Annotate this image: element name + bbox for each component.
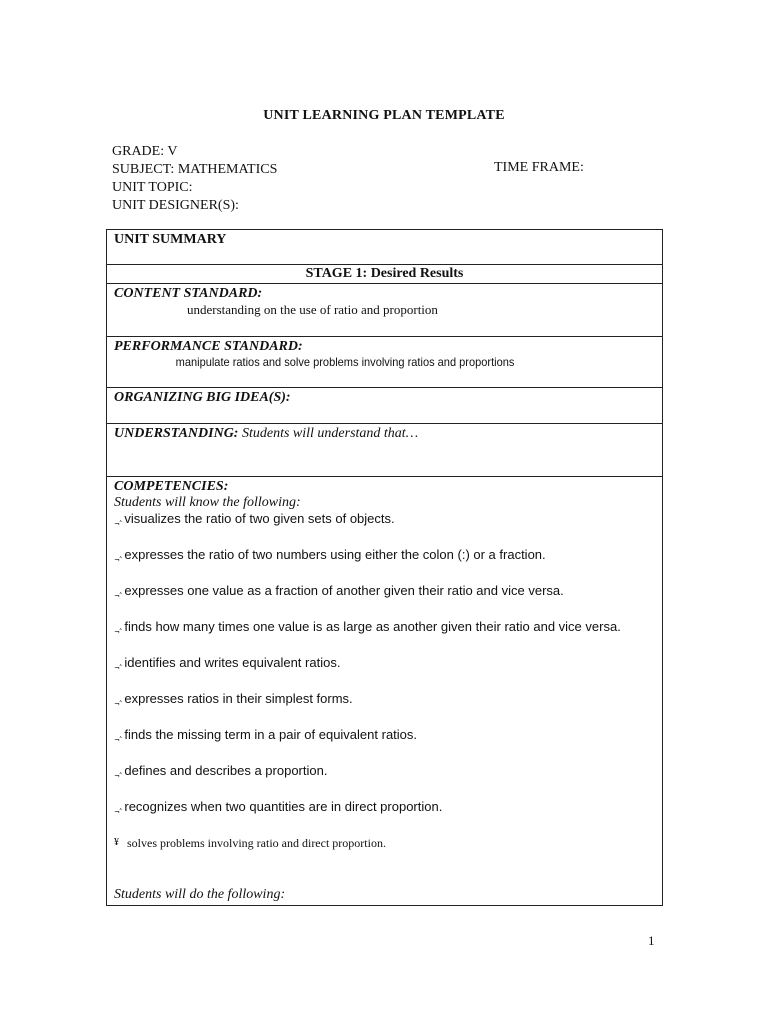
competency-text: solves problems involving ratio and direct proportion. (127, 836, 386, 850)
performance-standard-label: PERFORMANCE STANDARD: (114, 339, 303, 354)
list-item (114, 799, 655, 820)
subject-line: SUBJECT: MATHEMATICS (112, 162, 278, 177)
competency-text: defines and describes a proportion. (124, 763, 328, 778)
competency-text: expresses ratios in their simplest forms. (124, 691, 353, 706)
list-item (114, 691, 655, 712)
know-label: Students will know the following: (114, 495, 301, 510)
document-title: UNIT LEARNING PLAN TEMPLATE (263, 108, 505, 123)
bullet-icon: ¬˄ (114, 772, 122, 780)
performance-standard-row (107, 337, 663, 388)
competency-text: finds the missing term in a pair of equivalent ratios. (124, 727, 418, 742)
list-item (114, 547, 655, 568)
list-item (114, 619, 655, 640)
unit-plan-table (106, 229, 663, 906)
content-standard-cell (107, 284, 663, 337)
time-frame-label: TIME FRAME: (494, 160, 584, 175)
unit-designers-line: UNIT DESIGNER(S): (112, 198, 239, 213)
unit-summary-label: UNIT SUMMARY (107, 230, 663, 265)
competency-text: expresses the ratio of two numbers using either the colon (:) or a fraction. (124, 547, 546, 562)
list-item (114, 727, 655, 748)
competencies-label: COMPETENCIES: (114, 479, 229, 494)
performance-standard-text: manipulate ratios and solve problems involving ratios and proportions (175, 355, 515, 369)
big-ideas-label: ORGANIZING BIG IDEA(S): (107, 388, 663, 424)
unit-summary-row (107, 230, 663, 265)
do-label: Students will do the following: (114, 887, 286, 902)
understanding-cell (107, 424, 663, 477)
competency-text: recognizes when two quantities are in direct proportion. (124, 799, 443, 814)
competency-text: identifies and writes equivalent ratios. (124, 655, 341, 670)
competency-text: finds how many times one value is as large as another given their ratio and vice versa. (124, 619, 621, 634)
content-standard-text: understanding on the use of ratio and proportion (187, 302, 438, 317)
bullet-icon: ¬˄ (114, 700, 122, 708)
star-bullet-icon: ¥ (114, 837, 119, 848)
bullet-icon: ¬˄ (114, 592, 122, 600)
stage1-row (107, 265, 663, 284)
bullet-icon: ¬˄ (114, 556, 122, 564)
list-item (114, 583, 655, 604)
list-item (114, 511, 655, 532)
bullet-icon: ¬˄ (114, 736, 122, 744)
content-standard-label: CONTENT STANDARD: (114, 286, 263, 301)
stage1-heading: STAGE 1: Desired Results (107, 265, 663, 284)
competency-text: visualizes the ratio of two given sets of objects. (124, 511, 395, 526)
bullet-icon: ¬˄ (114, 664, 122, 672)
performance-standard-cell (107, 337, 663, 388)
understanding-label: UNDERSTANDING: (114, 426, 239, 441)
content-standard-row (107, 284, 663, 337)
list-item (114, 655, 655, 676)
competency-text: expresses one value as a fraction of another given their ratio and vice versa. (124, 583, 564, 598)
understanding-row (107, 424, 663, 477)
list-item (114, 835, 655, 851)
page-number: 1 (648, 933, 655, 948)
competencies-list (114, 511, 655, 851)
competencies-row (107, 477, 663, 906)
understanding-text: Students will understand that… (241, 426, 419, 441)
bullet-icon: ¬˄ (114, 520, 122, 528)
list-item (114, 763, 655, 784)
competencies-cell (107, 477, 663, 906)
grade-line: GRADE: V (112, 144, 178, 159)
big-ideas-row (107, 388, 663, 424)
bullet-icon: ¬˄ (114, 628, 122, 636)
bullet-icon: ¬˄ (114, 808, 122, 816)
unit-topic-line: UNIT TOPIC: (112, 180, 193, 195)
